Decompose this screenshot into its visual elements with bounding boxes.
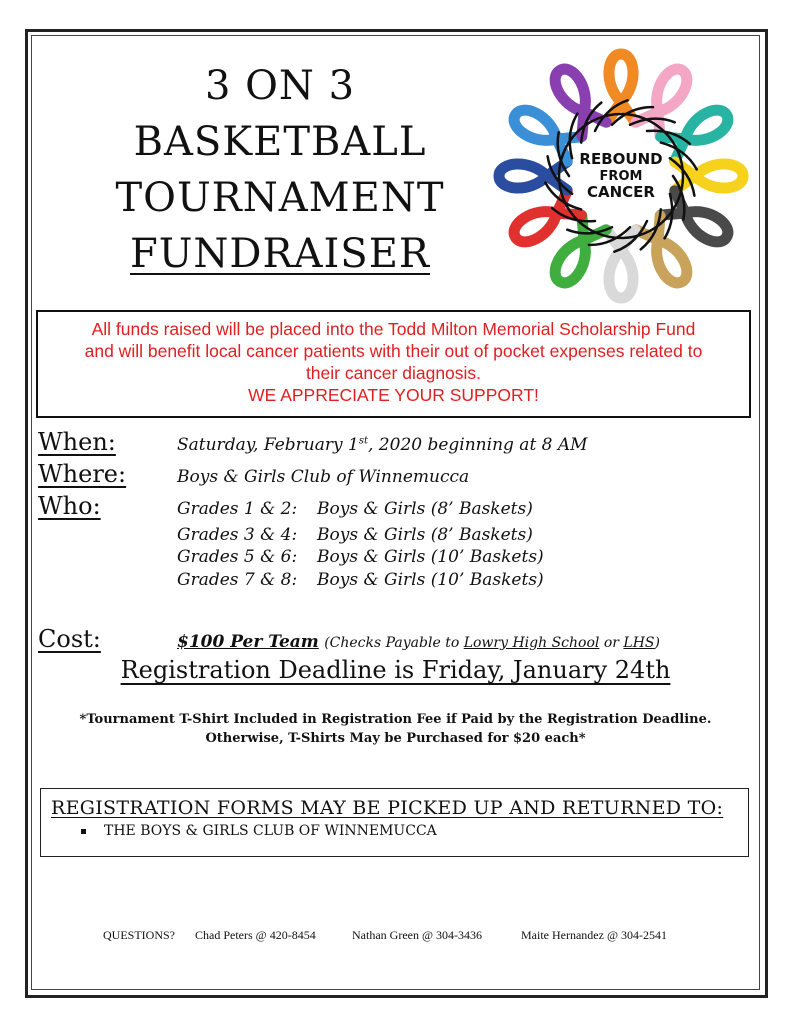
cost-or: or [599, 635, 624, 651]
contact-nathan-green: Nathan Green @ 304-3436 [352, 928, 483, 942]
payee-abbreviation: LHS [623, 635, 655, 651]
grade-level: Grades 1 & 2: [177, 499, 298, 519]
awareness-ribbon-icon [675, 162, 743, 190]
logo-text-line-1: REBOUND [579, 150, 663, 168]
notice-line-1: All funds raised will be placed into the Todd Milton Memorial Scholarship Fund [91, 319, 696, 339]
grade-level: Grades 3 & 4: [177, 525, 298, 545]
cost-close: ) [654, 635, 660, 651]
grade-row [177, 570, 544, 590]
contact-maite-hernandez: Maite Hernandez @ 304-2541 [521, 928, 668, 942]
where-label: Where: [38, 460, 127, 488]
cost-label: Cost: [38, 625, 101, 653]
awareness-ribbon-icon [499, 162, 567, 190]
scholarship-notice-box [36, 310, 751, 418]
contact-chad-peters: Chad Peters @ 420-8454 [195, 928, 316, 942]
title-line-4: FUNDRAISER [129, 231, 431, 277]
ribbon-wreath-icon [485, 40, 757, 308]
notice-line-3: their cancer diagnosis. [305, 363, 482, 383]
grade-level: Grades 5 & 6: [177, 547, 298, 567]
logo-text-line-2: FROM [599, 169, 643, 184]
registration-heading: REGISTRATION FORMS MAY BE PICKED UP AND RETURNED TO: [51, 797, 724, 819]
flyer-title [95, 58, 465, 282]
registration-box [40, 788, 749, 857]
grade-row [177, 525, 533, 545]
where-value: Boys & Girls Club of Winnemucca [177, 467, 470, 487]
tshirt-note-line-1: *Tournament T-Shirt Included in Registration Fee if Paid by the Registration Deadline. [79, 712, 712, 727]
registration-location-text: THE BOYS & GIRLS CLUB OF WINNEMUCCA [104, 823, 437, 839]
who-label: Who: [38, 492, 101, 520]
tshirt-note [0, 710, 791, 748]
cost-payable-note [324, 635, 660, 651]
when-time: , 2020 beginning at 8 AM [368, 435, 588, 455]
title-line-1: 3 ON 3 [204, 63, 356, 109]
when-label: When: [38, 428, 116, 456]
grade-division: Boys & Girls (10’ Baskets) [317, 547, 544, 567]
grade-row [177, 499, 533, 519]
notice-line-2: and will benefit local cancer patients with their out of pocket expenses related to [84, 341, 703, 361]
title-line-3: TOURNAMENT [115, 175, 445, 221]
grade-division: Boys & Girls (8’ Baskets) [317, 499, 533, 519]
payee-school: Lowry High School [463, 635, 600, 651]
when-date: Saturday, February 1 [177, 435, 359, 455]
cost-value [177, 632, 660, 652]
logo-text-line-3: CANCER [587, 183, 655, 201]
registration-deadline: Registration Deadline is Friday, January 24th [120, 656, 671, 684]
rebound-from-cancer-logo [485, 40, 757, 308]
grade-level: Grades 7 & 8: [177, 570, 298, 590]
registration-location [81, 823, 437, 839]
when-value [177, 435, 588, 455]
grade-row [177, 547, 544, 567]
title-line-2: BASKETBALL [133, 119, 427, 165]
tshirt-note-line-2: Otherwise, T-Shirts May be Purchased for $20 each* [205, 731, 586, 746]
grade-division: Boys & Girls (10’ Baskets) [317, 570, 544, 590]
bullet-icon [81, 829, 86, 834]
when-date-suffix: st [358, 435, 368, 447]
grade-division: Boys & Girls (8’ Baskets) [317, 525, 533, 545]
cost-amount: $100 Per Team [177, 632, 319, 652]
questions-label: QUESTIONS? [103, 928, 175, 942]
notice-line-4: WE APPRECIATE YOUR SUPPORT! [248, 385, 539, 405]
cost-payable-prefix: (Checks Payable to [324, 635, 464, 651]
